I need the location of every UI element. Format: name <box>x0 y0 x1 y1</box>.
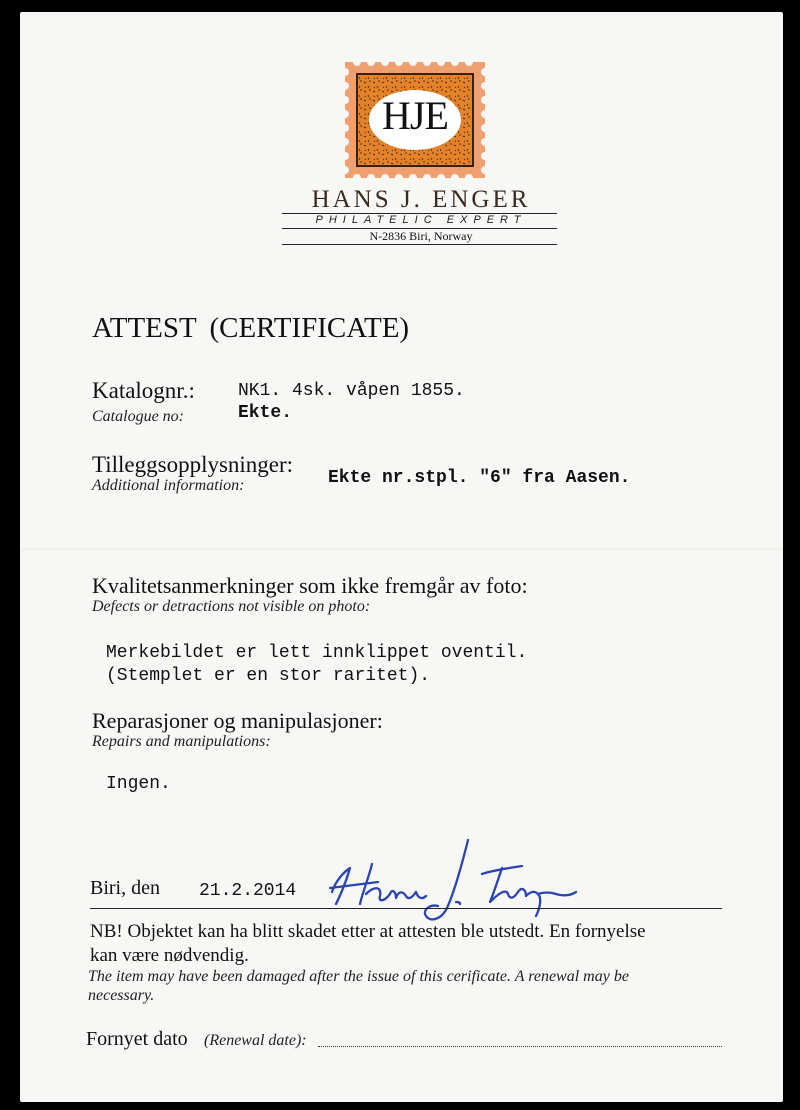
notice-en-line-2: necessary. <box>88 987 155 1004</box>
repairs-label-en: Repairs and manipulations: <box>92 733 271 750</box>
catalogue-label: Katalognr.: <box>92 378 195 403</box>
handwritten-signature <box>322 836 584 932</box>
defects-label: Kvalitetsanmerkninger som ikke fremgår av foto: <box>92 573 528 598</box>
signature-date: 21.2.2014 <box>199 881 297 901</box>
repairs-label: Reparasjoner og manipulasjoner: <box>92 708 383 733</box>
company-address: N-2836 Biri, Norway <box>369 229 473 243</box>
defects-line-2: (Stemplet er en stor raritet). <box>106 666 431 686</box>
company-subtitle: PHILATELIC EXPERT <box>315 214 527 226</box>
catalogue-value: NK1. 4sk. våpen 1855. <box>238 381 465 401</box>
notice-no-line-1: NB! Objektet kan ha blitt skadet etter at attesten ble utstedt. En fornyelse <box>90 921 646 942</box>
company-rule-bottom <box>282 244 557 245</box>
additional-label-en: Additional information: <box>92 477 245 494</box>
notice-no-line-2: kan være nødvendig. <box>90 945 249 966</box>
certificate-title: ATTEST (CERTIFICATE) <box>92 312 410 344</box>
additional-label: Tilleggsopplysninger: <box>92 452 294 477</box>
defects-line-1: Merkebildet er lett innklippet oventil. <box>106 643 528 663</box>
renewal-date-line[interactable] <box>318 1046 722 1047</box>
place-label: Biri, den <box>90 877 160 899</box>
catalogue-label-en: Catalogue no: <box>92 408 184 425</box>
notice-en-line-1: The item may have been damaged after the issue of this cerificate. A renewal may be <box>88 968 629 985</box>
logo-monogram: HJE <box>382 93 448 138</box>
signature-line <box>90 908 722 909</box>
repairs-value: Ingen. <box>106 774 171 794</box>
catalogue-value-genuine: Ekte. <box>238 403 293 423</box>
defects-label-en: Defects or detractions not visible on photo: <box>92 598 371 615</box>
renewal-label: Fornyet dato <box>86 1028 188 1050</box>
renewal-label-en: (Renewal date): <box>204 1032 307 1049</box>
company-name: HANS J. ENGER <box>311 186 531 213</box>
additional-value: Ekte nr.stpl. "6" fra Aasen. <box>328 468 631 488</box>
fold-line <box>20 548 783 551</box>
